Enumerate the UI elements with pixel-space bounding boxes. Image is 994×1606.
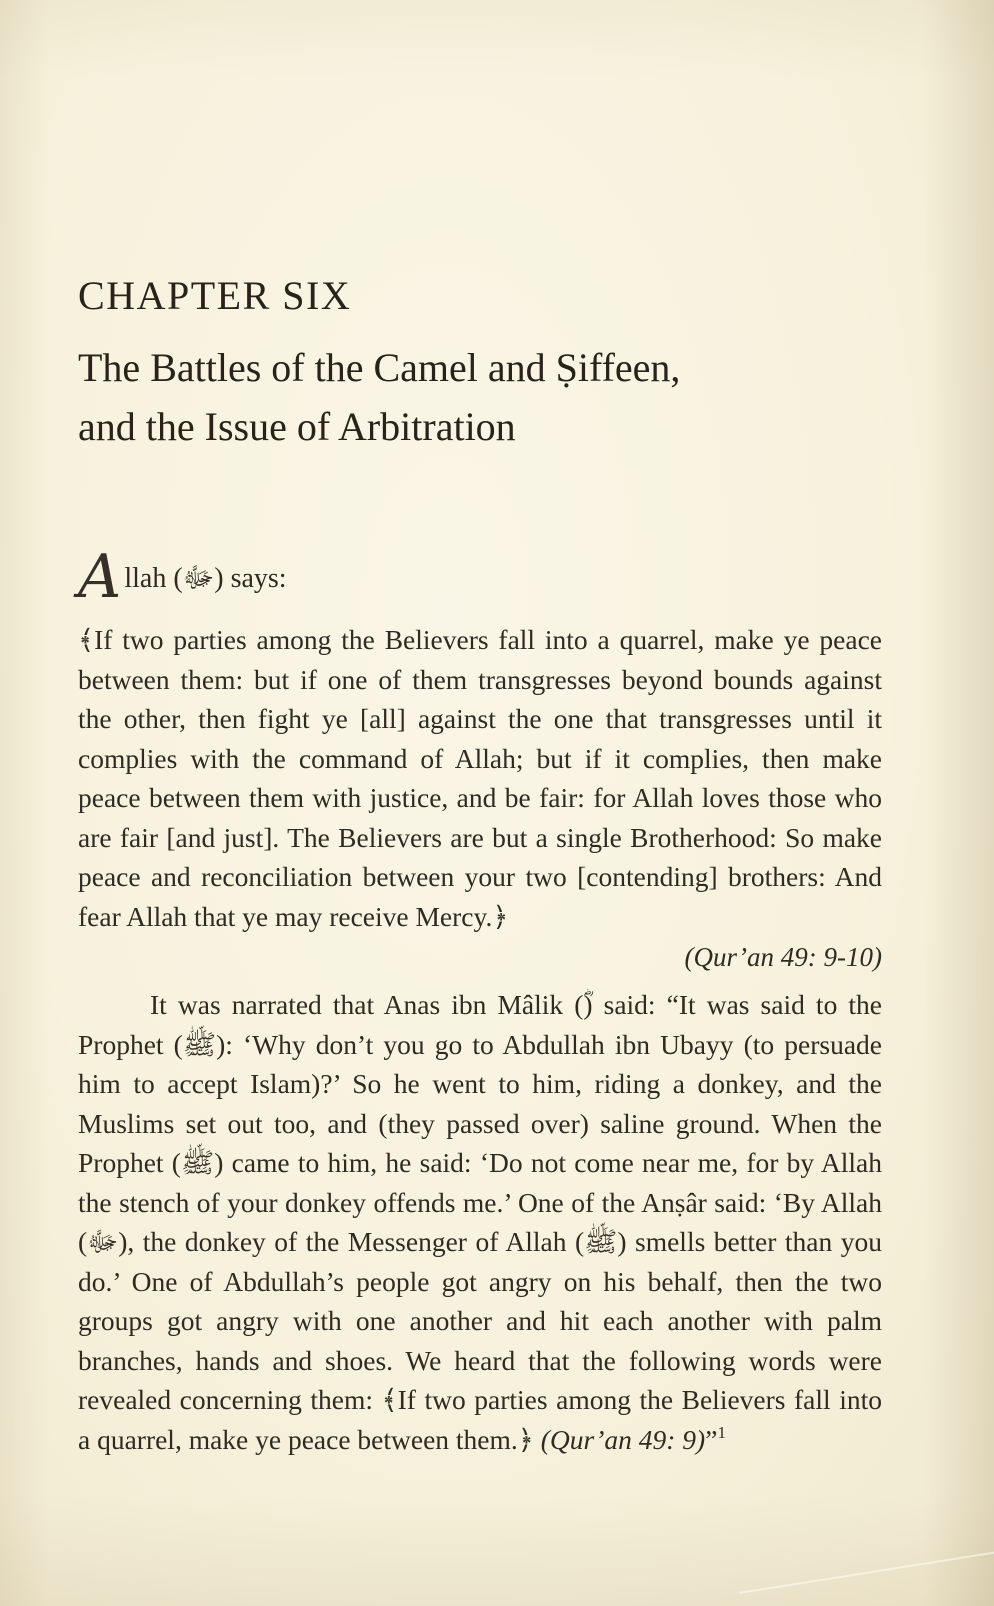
quran-quote: ﴾If two parties among the Believers fall into a quarrel, make ye peace between them: but if one of them transgresses beyond bounds against the other, then fight ye [all] against the one that transgresses until it complies with the command of Allah; but if it complies, then make peace between them with justice, and be fair: for Allah loves those who are fair [and just]. The Believers are but a single Brotherhood: So make peace and reconciliation between your two [contending] brothers: And fear Allah that ye may receive Mercy.﴿ xyxy=(78,624,882,932)
narration-text: It was narrated that Anas ibn Mâlik (ؓ) said: “It was said to the Prophet (ﷺ): ‘Why don’t you go to Abdullah ibn Ubayy (to persuade him to accept Islam)?’ So he went to him, riding a donkey, and the Muslims set out too, and (they passed over) saline ground. When the Prophet (ﷺ) came to him, he said: ‘Do not come near me, for by Allah the stench of your donkey offends me.’ One of the Anṣâr said: ‘By Allah (ﷻ), the donkey of the Messenger of Allah (ﷺ) smells better than you do.’ One of Abdullah’s people got angry on his behalf, then the two groups got angry with one another and hit each another with palm branches, hands and shoes. We heard that the following words were revealed concerning them: ﴾If two parties among the Believers fall into a quarrel, make ye peace between them.﴿ xyxy=(78,989,882,1455)
title-line-1: The Battles of the Camel and Ṣiffeen, xyxy=(78,345,681,390)
quran-inline-reference: (Qur’an 49: 9) xyxy=(540,1423,706,1455)
decorative-initial: A xyxy=(78,542,122,612)
narration-paragraph xyxy=(78,985,882,1459)
chapter-title xyxy=(78,338,882,456)
footnote-marker: 1 xyxy=(717,1422,726,1442)
closing-quotation-mark: ” xyxy=(705,1423,718,1455)
opening-text: llah (ﷻ) says: xyxy=(124,563,287,594)
title-line-2: and the Issue of Arbitration xyxy=(78,404,516,449)
chapter-label: CHAPTER SIX xyxy=(78,273,352,318)
quran-reference: (Qur’an 49: 9-10) xyxy=(684,942,882,972)
opening-line xyxy=(78,542,882,612)
